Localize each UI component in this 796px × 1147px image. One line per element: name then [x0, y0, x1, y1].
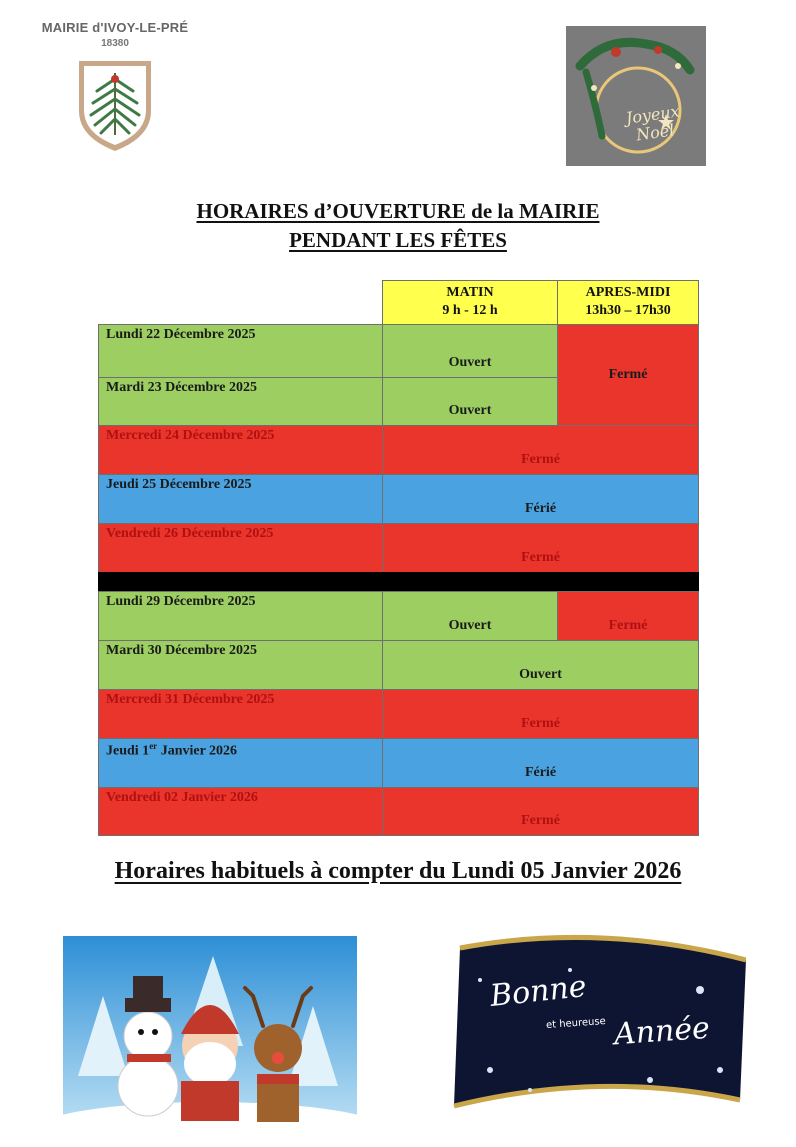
afternoon-status: Fermé — [557, 324, 699, 426]
afternoon-status: Fermé — [557, 591, 699, 641]
day-cell: Mardi 30 Décembre 2025 — [98, 640, 383, 690]
bonne-text: Bonne — [488, 969, 589, 1014]
all-day-status: Fermé — [382, 787, 699, 836]
all-day-status: Fermé — [382, 425, 699, 475]
postal-code: 18380 — [101, 38, 129, 49]
crest-icon — [75, 57, 155, 155]
day-cell — [98, 738, 383, 788]
column-header-morning — [382, 280, 558, 325]
joyeux-noel-image — [566, 26, 706, 166]
all-day-status: Férié — [382, 474, 699, 524]
day-text-suffix: Janvier 2026 — [157, 743, 238, 759]
all-day-status: Fermé — [382, 689, 699, 739]
morning-status: Ouvert — [382, 591, 558, 641]
bonne-annee-image — [450, 930, 746, 1120]
day-cell: Mardi 23 Décembre 2025 — [98, 377, 383, 426]
day-superscript: er — [149, 741, 158, 751]
day-text: Jeudi 1 — [106, 743, 150, 759]
mairie-name: MAIRIE d'IVOY-LE-PRÉ — [41, 20, 189, 35]
column-header-morning-label: MATIN — [446, 285, 494, 300]
all-day-status: Férié — [382, 738, 699, 788]
column-header-afternoon-label: APRES-MIDI — [585, 285, 671, 300]
page-subtitle: PENDANT LES FÊTES — [289, 228, 507, 252]
day-cell: Vendredi 02 Janvier 2026 — [98, 787, 383, 836]
morning-status: Ouvert — [382, 324, 558, 378]
column-header-morning-hours: 9 h - 12 h — [442, 303, 498, 318]
column-header-afternoon-hours: 13h30 – 17h30 — [585, 303, 671, 318]
joyeux-noel-text: Joyeux Noël — [624, 101, 681, 145]
day-cell: Mercredi 31 Décembre 2025 — [98, 689, 383, 739]
mairie-logo — [40, 20, 190, 155]
day-cell: Jeudi 25 Décembre 2025 — [98, 474, 383, 524]
christmas-characters-image — [63, 936, 357, 1132]
wreath-icon — [566, 26, 706, 166]
page-title: HORAIRES d’OUVERTURE de la MAIRIE — [196, 199, 600, 223]
usual-hours-notice: Horaires habituels à compter du Lundi 05 Janvier 2026 — [114, 858, 682, 884]
morning-status: Ouvert — [382, 377, 558, 426]
day-cell: Lundi 29 Décembre 2025 — [98, 591, 383, 641]
christmas-characters-icon — [63, 936, 357, 1132]
column-header-afternoon — [557, 280, 699, 325]
heureuse-text: et heureuse — [545, 1015, 607, 1032]
annee-text: Année — [612, 1010, 711, 1053]
day-cell: Mercredi 24 Décembre 2025 — [98, 425, 383, 475]
week-separator — [98, 572, 699, 592]
day-cell: Lundi 22 Décembre 2025 — [98, 324, 383, 378]
all-day-status: Fermé — [382, 523, 699, 573]
all-day-status: Ouvert — [382, 640, 699, 690]
day-cell: Vendredi 26 Décembre 2025 — [98, 523, 383, 573]
